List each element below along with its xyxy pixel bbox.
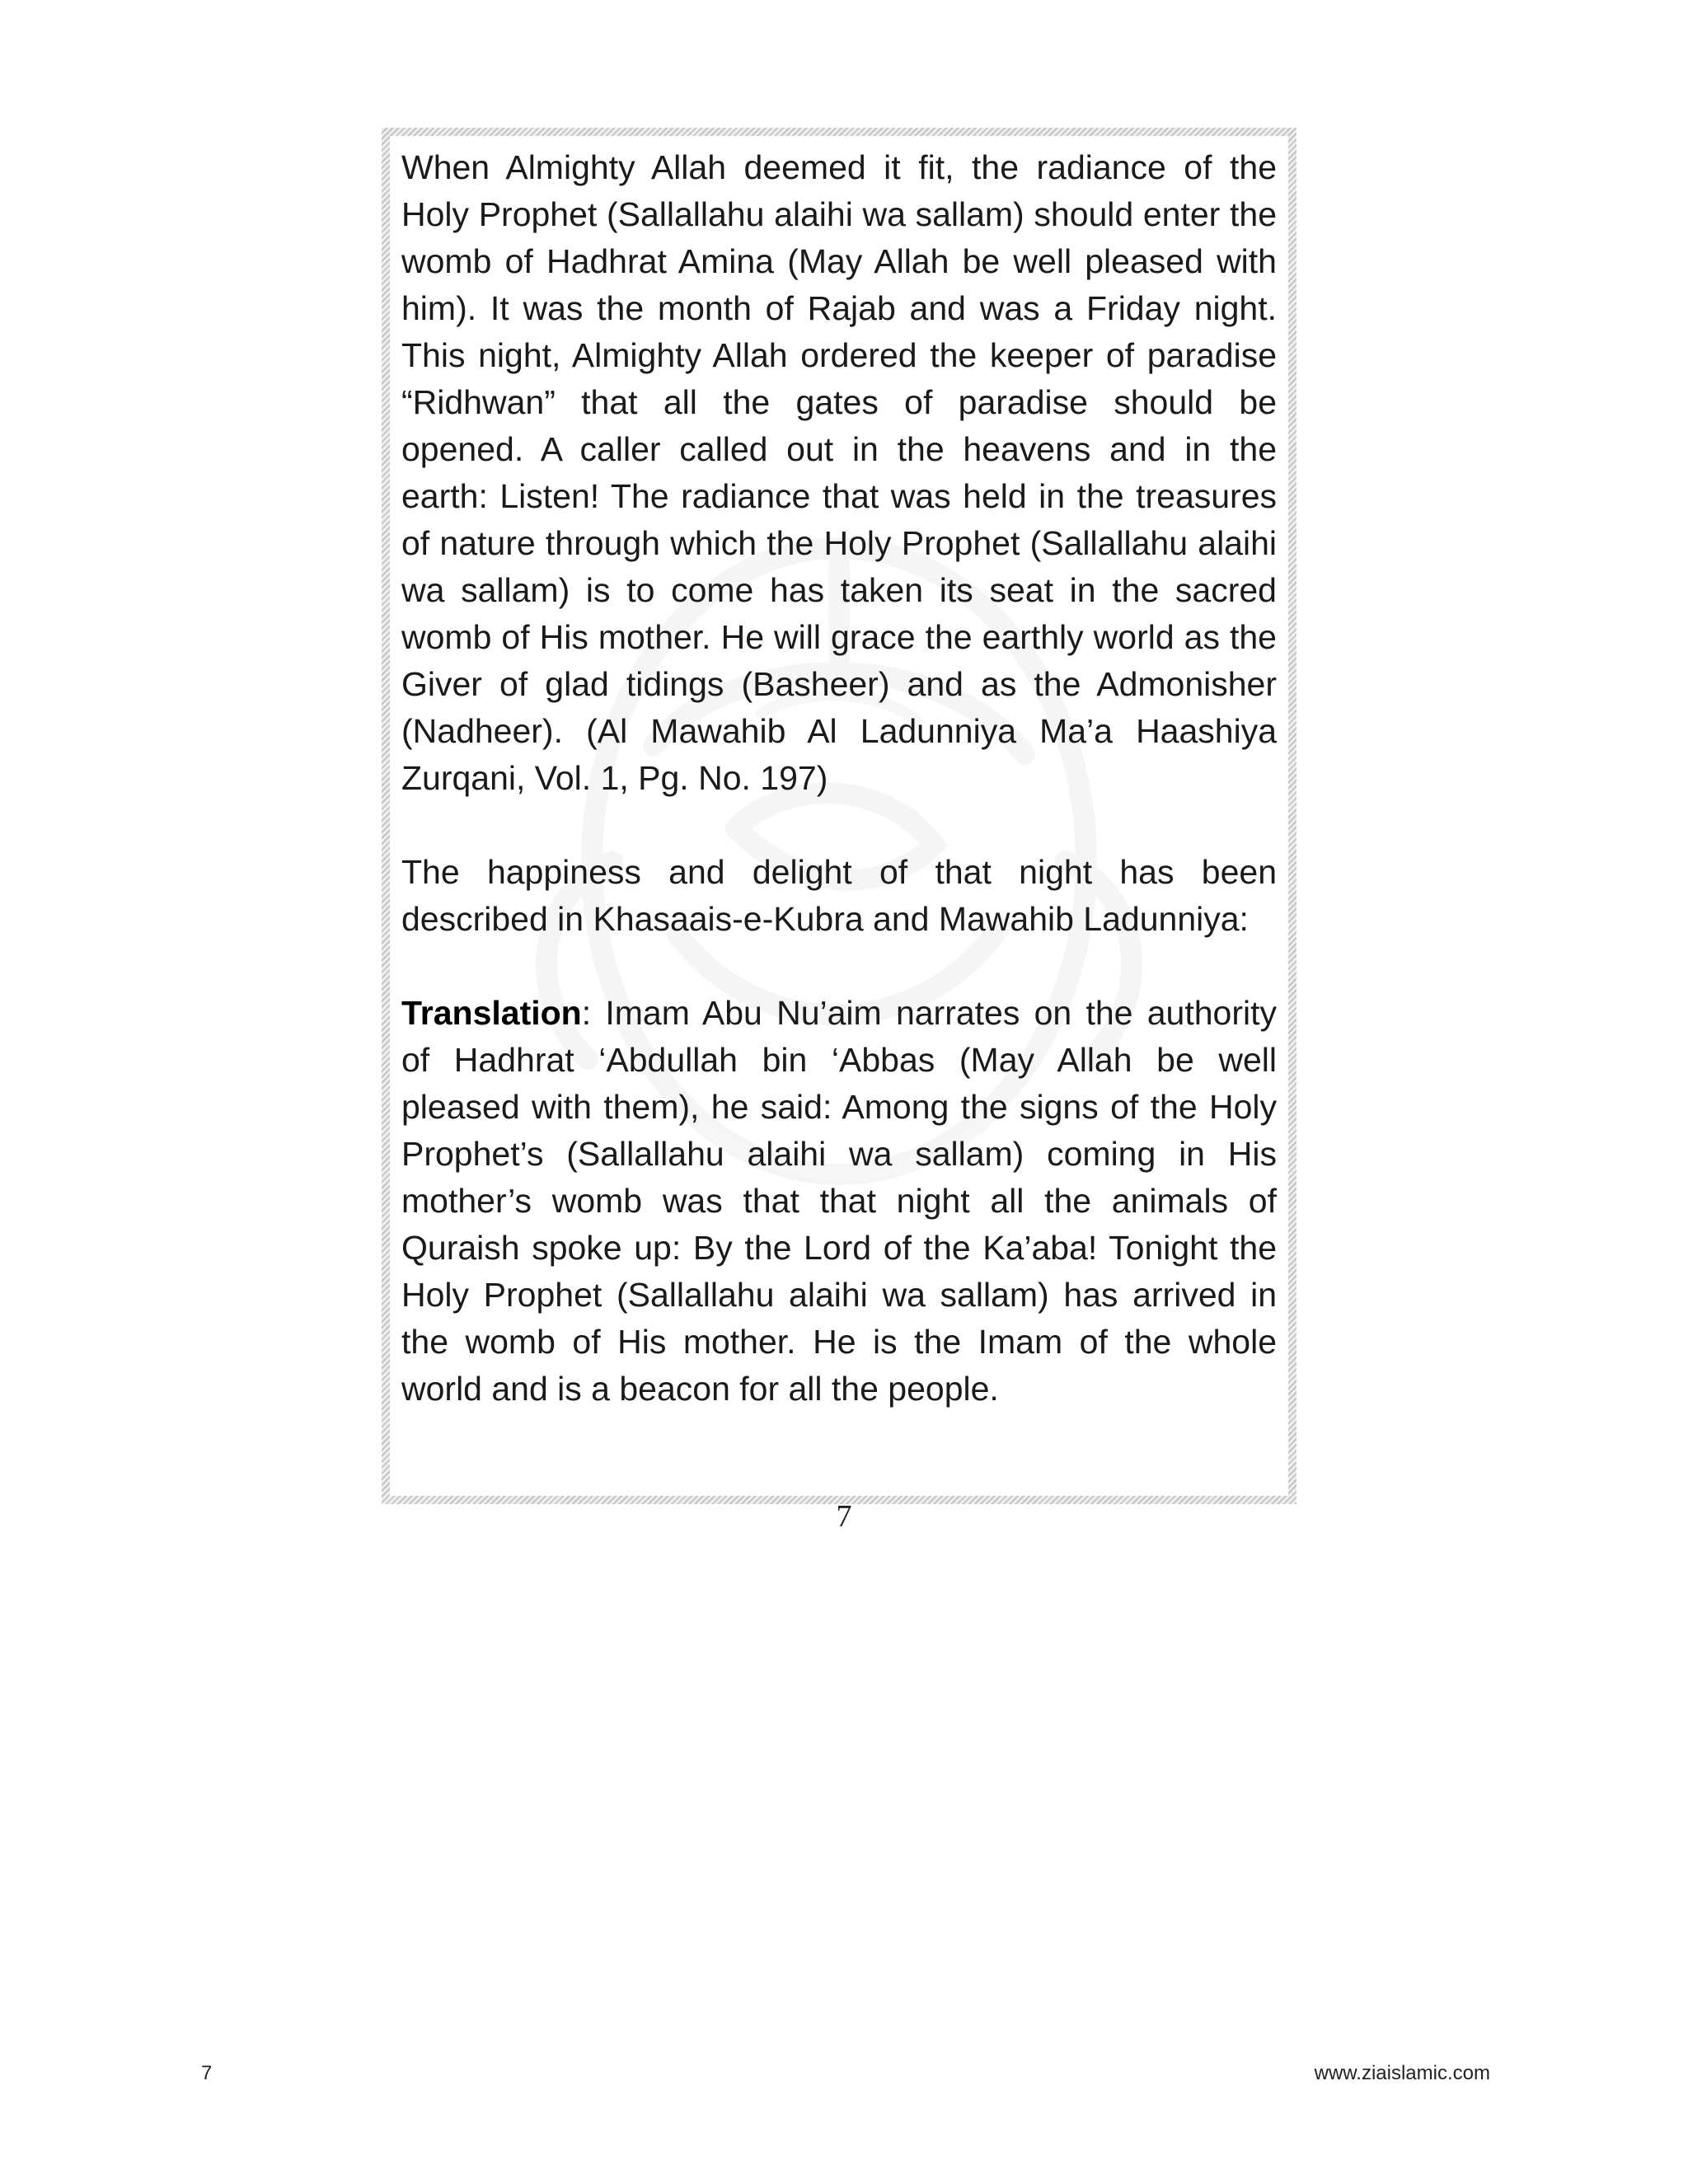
translation-label: Translation [401,994,582,1032]
footer-website-link: www.ziaislamic.com [1314,2062,1490,2084]
translation-text: : Imam Abu Nu’aim narrates on the authority of Hadhrat ‘Abdullah bin ‘Abbas (May Allah be well pleased with them), he said: Among the signs of the Holy Prophet’s (Sallallahu alaihi wa sallam) coming in His mother’s womb was that that night all the animals of Quraish spoke up: By the Lord of the Ka’aba! Tonight the Holy Prophet (Sallallahu alaihi wa sallam) has arrived in the womb of His mother. He is the Imam of the whole world and is a beacon for all the people. [401,994,1277,1408]
paragraph-radiance: When Almighty Allah deemed it fit, the radiance of the Holy Prophet (Sallallahu alaihi wa sallam) should enter the womb of Hadhrat Amina (May Allah be well pleased with him). It was the month of Rajab and was a Friday night. This night, Almighty Allah ordered the keeper of paradise “Ridhwan” that all the gates of paradise should be opened. A caller called out in the heavens and in the earth: Listen! The radiance that was held in the treasures of nature through which the Holy Prophet (Sallallahu alaihi wa sallam) is to come has taken its seat in the sacred womb of His mother. He will grace the earthly world as the Giver of glad tidings (Basheer) and as the Admonisher (Nadheer). (Al Mawahib Al Ladunniya Ma’a Haashiya Zurqani, Vol. 1, Pg. No. 197) [401,148,1277,797]
paragraph-happiness: The happiness and delight of that night has been described in Khasaais-e-Kubra and Mawahib Ladunniya: [401,853,1277,938]
paragraph-translation [401,990,1277,1413]
decorative-border-frame [382,128,1296,1504]
page-content-area [390,136,1288,1496]
document-body [401,144,1277,1460]
footer-page-number: 7 [201,2062,213,2084]
inner-page-number: 7 [836,1499,852,1534]
